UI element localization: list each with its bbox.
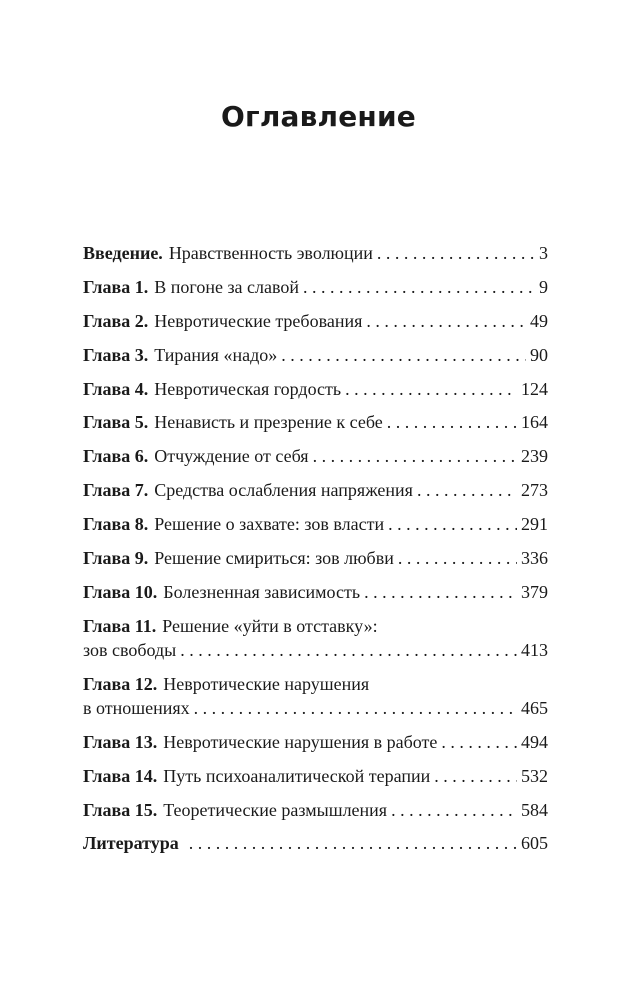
toc-entry[interactable] <box>83 478 548 512</box>
toc-entry-title: В погоне за славой <box>154 276 300 297</box>
toc-entry[interactable] <box>83 831 548 865</box>
dot-leader <box>417 478 517 502</box>
page-title: Оглавление <box>220 100 416 133</box>
dot-leader <box>313 444 517 468</box>
toc-entry-label: Введение. <box>83 243 163 263</box>
dot-leader <box>434 764 517 788</box>
toc-entry-title: Нравственность эволюции <box>168 243 373 263</box>
toc-entry-title: Решение о захвате: зов власти <box>154 514 385 535</box>
toc-entry-label: Глава 5. <box>83 412 149 433</box>
toc-entry-label: Глава 3. <box>83 344 149 365</box>
toc-entry-label: Глава 9. <box>83 548 149 569</box>
dot-leader <box>388 512 517 536</box>
toc-entry[interactable] <box>83 444 548 478</box>
toc-entry-label: Глава 10. <box>83 581 158 602</box>
toc-entry[interactable] <box>83 275 548 309</box>
toc-entry-page: 3 <box>539 243 548 263</box>
toc-entry-label: Глава 4. <box>83 378 149 399</box>
toc-entry-page: 9 <box>539 276 548 297</box>
toc-entry[interactable] <box>83 672 548 730</box>
toc-entry[interactable] <box>83 343 548 377</box>
toc-entry-title: Отчуждение от себя <box>154 446 309 467</box>
toc-entry-page: 605 <box>521 833 548 854</box>
toc-entry-label: Глава 14. <box>83 765 158 786</box>
dot-leader <box>281 343 526 367</box>
toc-entry[interactable] <box>83 512 548 546</box>
dot-leader <box>377 241 535 265</box>
dot-leader <box>441 730 517 754</box>
toc-entry-page: 291 <box>521 514 548 535</box>
toc-entry-title: Ненависть и презрение к себе <box>154 412 383 433</box>
toc-entry-page: 124 <box>521 378 548 399</box>
toc-entry-label: Глава 11. <box>83 615 157 636</box>
toc-entry-label: Литература <box>83 833 179 854</box>
toc-entry-label: Глава 8. <box>83 514 149 535</box>
toc-entry-label: Глава 13. <box>83 731 158 752</box>
toc-entry-page: 413 <box>521 639 548 660</box>
toc-entry-page: 494 <box>521 731 548 752</box>
toc-entry-title: Путь психоаналитической терапии <box>163 765 431 786</box>
toc-entry-label: Глава 6. <box>83 446 149 467</box>
dot-leader <box>194 696 517 720</box>
toc-entry[interactable] <box>83 614 548 672</box>
toc-entry[interactable] <box>83 241 548 275</box>
toc-entry[interactable] <box>83 580 548 614</box>
toc-entry[interactable] <box>83 309 548 343</box>
toc-entry-title: Болезненная зависимость <box>163 581 361 602</box>
toc-entry[interactable] <box>83 410 548 444</box>
toc-entry-page: 465 <box>521 697 548 718</box>
toc-entry-title: Тирания «надо» <box>154 344 278 365</box>
dot-leader <box>180 638 517 662</box>
toc-entry-title: Невротическая гордость <box>154 378 342 399</box>
toc-entry-title: Решение смириться: зов любви <box>154 548 394 569</box>
toc-entry-title: Невротические нарушения <box>163 673 370 694</box>
toc-entry-title: Решение «уйти в отставку»: <box>162 615 378 636</box>
toc-entry-page: 49 <box>530 310 548 331</box>
toc-entry[interactable] <box>83 546 548 580</box>
dot-leader <box>364 580 517 604</box>
dot-leader <box>345 377 517 401</box>
toc-entry-page: 164 <box>521 412 548 433</box>
toc-entry-page: 336 <box>521 548 548 569</box>
dot-leader <box>366 309 526 333</box>
toc-entry-label: Глава 1. <box>83 276 149 297</box>
toc-entry-label: Глава 15. <box>83 799 158 820</box>
toc-entry-label: Глава 2. <box>83 310 149 331</box>
toc-entry-page: 90 <box>530 344 548 365</box>
dot-leader <box>387 410 517 434</box>
toc-entry[interactable] <box>83 730 548 764</box>
toc-entry-title-continued: зов свободы <box>83 639 177 660</box>
toc-entry-label: Глава 12. <box>83 673 158 694</box>
toc-entry[interactable] <box>83 377 548 411</box>
toc-entry-page: 532 <box>521 765 548 786</box>
toc-entry-page: 379 <box>521 581 548 602</box>
dot-leader <box>398 546 517 570</box>
dot-leader <box>189 831 517 855</box>
toc-entry-page: 273 <box>521 480 548 501</box>
dot-leader <box>391 798 517 822</box>
toc-entry-title-continued: в отношениях <box>83 697 190 718</box>
toc-entry[interactable] <box>83 798 548 832</box>
toc-entry-title: Невротические требования <box>154 310 363 331</box>
toc-entry-title: Средства ослабления напряжения <box>154 480 413 501</box>
toc-entry-page: 584 <box>521 799 548 820</box>
toc-entry-label: Глава 7. <box>83 480 149 501</box>
toc-entry-page: 239 <box>521 446 548 467</box>
toc-entry[interactable] <box>83 764 548 798</box>
dot-leader <box>303 275 535 299</box>
table-of-contents <box>83 241 548 865</box>
toc-entry-title: Теоретические размышления <box>163 799 388 820</box>
toc-entry-title: Невротические нарушения в работе <box>163 731 438 752</box>
